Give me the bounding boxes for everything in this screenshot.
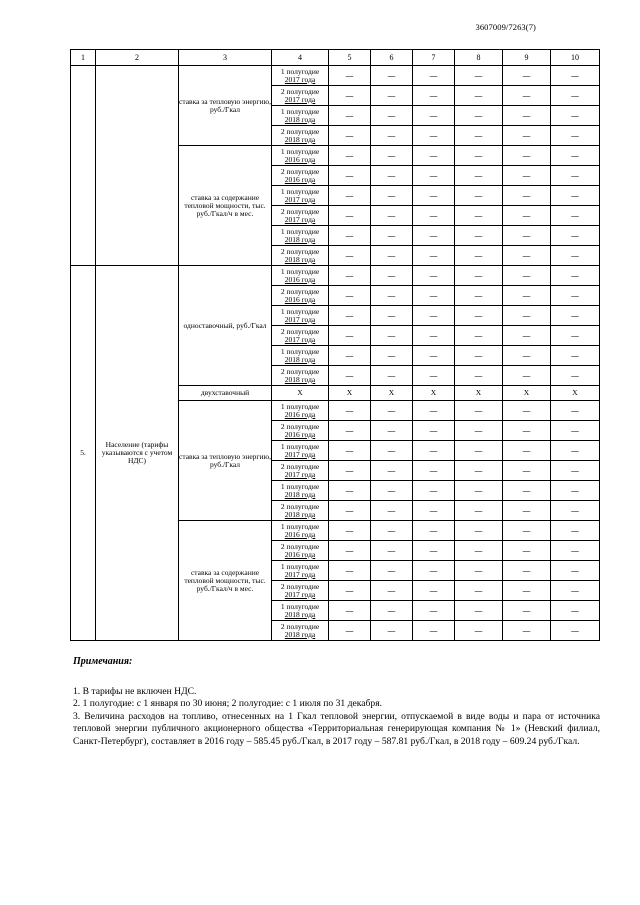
period-cell bbox=[272, 326, 329, 346]
value-cell: — bbox=[503, 126, 551, 146]
row-number-cell: 5. bbox=[71, 266, 96, 641]
value-cell: — bbox=[551, 166, 600, 186]
period-year: 2017 года bbox=[284, 94, 316, 104]
period-half: 1 полугодие bbox=[280, 481, 320, 491]
value-cell: — bbox=[371, 541, 413, 561]
document-id: 3607009/7263(7) bbox=[475, 22, 536, 32]
row-number-cell bbox=[71, 66, 96, 266]
value-cell: — bbox=[371, 481, 413, 501]
column-number: 3 bbox=[179, 50, 272, 66]
value-cell: — bbox=[455, 266, 503, 286]
value-cell: — bbox=[413, 421, 455, 441]
value-cell: — bbox=[503, 421, 551, 441]
value-cell: — bbox=[455, 541, 503, 561]
value-cell: — bbox=[551, 581, 600, 601]
value-cell: — bbox=[413, 461, 455, 481]
period-half: 1 полугодие bbox=[280, 66, 320, 76]
value-cell: — bbox=[455, 86, 503, 106]
value-cell: — bbox=[551, 226, 600, 246]
value-cell: — bbox=[455, 601, 503, 621]
value-cell: — bbox=[503, 481, 551, 501]
period-cell bbox=[272, 581, 329, 601]
value-cell: — bbox=[551, 306, 600, 326]
period-half: 2 полугодие bbox=[280, 541, 320, 551]
value-cell: — bbox=[413, 561, 455, 581]
column-number: 1 bbox=[71, 50, 96, 66]
period-year: 2017 года bbox=[284, 194, 316, 204]
value-cell: — bbox=[503, 146, 551, 166]
value-cell: — bbox=[551, 286, 600, 306]
value-cell: — bbox=[413, 106, 455, 126]
period-cell bbox=[272, 421, 329, 441]
category-cell: двухставочный bbox=[179, 386, 272, 401]
value-cell: — bbox=[371, 186, 413, 206]
value-cell: — bbox=[371, 126, 413, 146]
table-row bbox=[71, 266, 600, 286]
value-cell: — bbox=[371, 501, 413, 521]
value-cell: — bbox=[329, 481, 371, 501]
value-cell: — bbox=[503, 166, 551, 186]
period-half: 2 полугодие bbox=[280, 326, 320, 336]
value-cell: — bbox=[503, 441, 551, 461]
period-year: 2018 года bbox=[284, 489, 316, 499]
column-number: 5 bbox=[329, 50, 371, 66]
value-cell: — bbox=[503, 401, 551, 421]
value-cell: — bbox=[329, 501, 371, 521]
value-cell: — bbox=[413, 226, 455, 246]
value-cell: — bbox=[455, 481, 503, 501]
value-cell: — bbox=[503, 621, 551, 641]
value-cell: — bbox=[503, 306, 551, 326]
period-cell bbox=[272, 166, 329, 186]
period-half: 1 полугодие bbox=[280, 346, 320, 356]
value-cell: — bbox=[551, 461, 600, 481]
value-cell: — bbox=[371, 146, 413, 166]
value-cell: — bbox=[413, 306, 455, 326]
value-cell: — bbox=[371, 521, 413, 541]
period-half: 2 полугодие bbox=[280, 206, 320, 216]
value-cell: — bbox=[455, 621, 503, 641]
value-cell: — bbox=[551, 541, 600, 561]
period-half: 2 полугодие bbox=[280, 501, 320, 511]
value-cell: — bbox=[551, 601, 600, 621]
value-cell: — bbox=[551, 326, 600, 346]
value-cell: — bbox=[371, 226, 413, 246]
value-cell: — bbox=[329, 166, 371, 186]
value-cell: — bbox=[551, 401, 600, 421]
period-half: 2 полугодие bbox=[280, 166, 320, 176]
value-cell: — bbox=[455, 421, 503, 441]
value-cell: — bbox=[329, 421, 371, 441]
column-number: 10 bbox=[551, 50, 600, 66]
period-year: 2018 года bbox=[284, 114, 316, 124]
value-cell: — bbox=[329, 226, 371, 246]
period-half: 1 полугодие bbox=[280, 441, 320, 451]
value-cell: — bbox=[413, 206, 455, 226]
category-cell: одноставочный, руб./Гкал bbox=[179, 266, 272, 386]
column-number: 8 bbox=[455, 50, 503, 66]
value-cell: — bbox=[329, 621, 371, 641]
period-cell bbox=[272, 206, 329, 226]
category-cell: ставка за тепловую энергию, руб./Гкал bbox=[179, 66, 272, 146]
value-cell: — bbox=[413, 166, 455, 186]
period-half: 2 полугодие bbox=[280, 366, 320, 376]
period-cell bbox=[272, 106, 329, 126]
value-cell: — bbox=[551, 421, 600, 441]
period-year: 2018 года bbox=[284, 254, 316, 264]
value-cell: — bbox=[503, 326, 551, 346]
value-cell: — bbox=[371, 461, 413, 481]
period-year: 2017 года bbox=[284, 214, 316, 224]
period-year: 2017 года bbox=[284, 569, 316, 579]
period-half: 1 полугодие bbox=[280, 146, 320, 156]
period-half: 1 полугодие bbox=[280, 186, 320, 196]
value-cell: — bbox=[455, 461, 503, 481]
period-half: 1 полугодие bbox=[280, 106, 320, 116]
value-cell: — bbox=[503, 206, 551, 226]
value-cell: — bbox=[329, 206, 371, 226]
value-cell: — bbox=[503, 286, 551, 306]
period-cell bbox=[272, 601, 329, 621]
value-cell: — bbox=[455, 326, 503, 346]
period-year: 2018 года bbox=[284, 374, 316, 384]
value-cell: — bbox=[503, 561, 551, 581]
group-cell bbox=[96, 66, 179, 266]
period-year: 2017 года bbox=[284, 314, 316, 324]
value-cell: X bbox=[455, 386, 503, 401]
value-cell: — bbox=[371, 561, 413, 581]
value-cell: — bbox=[413, 521, 455, 541]
value-cell: — bbox=[413, 86, 455, 106]
period-cell bbox=[272, 441, 329, 461]
value-cell: — bbox=[455, 206, 503, 226]
period-half: 2 полугодие bbox=[280, 86, 320, 96]
value-cell: — bbox=[455, 501, 503, 521]
value-cell: X bbox=[551, 386, 600, 401]
period-half: 2 полугодие bbox=[280, 286, 320, 296]
period-cell bbox=[272, 481, 329, 501]
period-year: 2016 года bbox=[284, 549, 316, 559]
value-cell: — bbox=[503, 501, 551, 521]
period-half: 1 полугодие bbox=[280, 226, 320, 236]
value-cell: — bbox=[455, 166, 503, 186]
value-cell: — bbox=[371, 206, 413, 226]
value-cell: — bbox=[455, 306, 503, 326]
period-cell bbox=[272, 186, 329, 206]
value-cell: — bbox=[455, 126, 503, 146]
value-cell: — bbox=[551, 521, 600, 541]
value-cell: — bbox=[455, 521, 503, 541]
period-cell bbox=[272, 126, 329, 146]
value-cell: — bbox=[329, 366, 371, 386]
value-cell: — bbox=[455, 286, 503, 306]
value-cell: — bbox=[371, 441, 413, 461]
value-cell: — bbox=[455, 66, 503, 86]
value-cell: — bbox=[413, 441, 455, 461]
value-cell: — bbox=[503, 601, 551, 621]
period-half: 2 полугодие bbox=[280, 461, 320, 471]
value-cell: — bbox=[455, 561, 503, 581]
period-year: 2016 года bbox=[284, 529, 316, 539]
value-cell: — bbox=[551, 106, 600, 126]
value-cell: — bbox=[371, 601, 413, 621]
value-cell: — bbox=[503, 66, 551, 86]
value-cell: — bbox=[551, 146, 600, 166]
value-cell: — bbox=[551, 621, 600, 641]
value-cell: — bbox=[551, 206, 600, 226]
notes-title: Примечания: bbox=[73, 656, 133, 667]
value-cell: — bbox=[371, 346, 413, 366]
period-cell bbox=[272, 621, 329, 641]
value-cell: X bbox=[503, 386, 551, 401]
period-year: 2018 года bbox=[284, 134, 316, 144]
column-number: 2 bbox=[96, 50, 179, 66]
period-year: 2016 года bbox=[284, 174, 316, 184]
value-cell: — bbox=[371, 306, 413, 326]
period-cell bbox=[272, 541, 329, 561]
period-half: 2 полугодие bbox=[280, 126, 320, 136]
category-cell: ставка за тепловую энергию, руб./Гкал bbox=[179, 401, 272, 521]
period-cell bbox=[272, 226, 329, 246]
value-cell: — bbox=[551, 481, 600, 501]
value-cell: — bbox=[503, 541, 551, 561]
value-cell: — bbox=[413, 146, 455, 166]
period-year: 2018 года bbox=[284, 629, 316, 639]
value-cell: — bbox=[329, 86, 371, 106]
table-row bbox=[71, 66, 600, 86]
value-cell: — bbox=[551, 501, 600, 521]
period-year: 2018 года bbox=[284, 609, 316, 619]
value-cell: — bbox=[413, 126, 455, 146]
value-cell: — bbox=[329, 401, 371, 421]
value-cell: — bbox=[329, 306, 371, 326]
period-year: 2017 года bbox=[284, 74, 316, 84]
value-cell: — bbox=[329, 246, 371, 266]
value-cell: — bbox=[551, 246, 600, 266]
value-cell: — bbox=[551, 266, 600, 286]
notes-section bbox=[73, 656, 600, 748]
column-number: 4 bbox=[272, 50, 329, 66]
value-cell: — bbox=[329, 561, 371, 581]
period-year: 2016 года bbox=[284, 154, 316, 164]
value-cell: — bbox=[503, 521, 551, 541]
value-cell: — bbox=[329, 441, 371, 461]
value-cell: — bbox=[413, 541, 455, 561]
value-cell: — bbox=[371, 326, 413, 346]
period-year: 2016 года bbox=[284, 274, 316, 284]
period-half: 1 полугодие bbox=[280, 266, 320, 276]
value-cell: — bbox=[455, 401, 503, 421]
value-cell: — bbox=[503, 246, 551, 266]
value-cell: — bbox=[329, 581, 371, 601]
note-item-1: 1. В тарифы не включен НДС. bbox=[73, 685, 197, 697]
header-row bbox=[71, 50, 600, 66]
period-half: 1 полугодие bbox=[280, 401, 320, 411]
value-cell: — bbox=[503, 581, 551, 601]
period-cell bbox=[272, 246, 329, 266]
value-cell: — bbox=[503, 186, 551, 206]
value-cell: — bbox=[371, 401, 413, 421]
period-year: 2016 года bbox=[284, 429, 316, 439]
value-cell: — bbox=[371, 581, 413, 601]
tariff-table bbox=[70, 49, 600, 641]
period-year: 2017 года bbox=[284, 334, 316, 344]
note-item-3: 3. Величина расходов на топливо, отнесенных на 1 Гкал тепловой энергии, отпускаемой в виде воды и пара от источника тепловой энергии публичного акционерного общества «Территориальная генерирующая компания № 1» (Невский филиал, Санкт-Петербург), составляет в 2016 году – 585.45 руб./Гкал, в 2017 году – 587.81 руб./Гкал, в 2018 году – 609.24 руб./Гкал. bbox=[73, 710, 600, 747]
value-cell: — bbox=[503, 86, 551, 106]
value-cell: — bbox=[413, 401, 455, 421]
value-cell: — bbox=[503, 366, 551, 386]
value-cell: — bbox=[551, 186, 600, 206]
period-half: 2 полугодие bbox=[280, 621, 320, 631]
period-cell bbox=[272, 306, 329, 326]
value-cell: — bbox=[503, 346, 551, 366]
value-cell: — bbox=[413, 621, 455, 641]
value-cell: — bbox=[329, 66, 371, 86]
period-cell bbox=[272, 501, 329, 521]
value-cell: — bbox=[371, 106, 413, 126]
period-half: 1 полугодие bbox=[280, 561, 320, 571]
period-half: 2 полугодие bbox=[280, 581, 320, 591]
period-cell bbox=[272, 86, 329, 106]
value-cell: — bbox=[329, 286, 371, 306]
value-cell: — bbox=[329, 521, 371, 541]
period-year: 2018 года bbox=[284, 234, 316, 244]
period-cell bbox=[272, 346, 329, 366]
column-number: 9 bbox=[503, 50, 551, 66]
value-cell: X bbox=[329, 386, 371, 401]
value-cell: — bbox=[371, 266, 413, 286]
column-number: 6 bbox=[371, 50, 413, 66]
value-cell: — bbox=[371, 166, 413, 186]
tariff-table-body bbox=[71, 50, 600, 641]
value-cell: — bbox=[329, 346, 371, 366]
period-cell bbox=[272, 561, 329, 581]
value-cell: — bbox=[455, 366, 503, 386]
period-year: 2017 года bbox=[284, 589, 316, 599]
period-cell bbox=[272, 461, 329, 481]
group-name-cell: Население (тарифы указываются с учетом НДС) bbox=[96, 266, 179, 641]
value-cell: — bbox=[503, 266, 551, 286]
value-cell: — bbox=[329, 326, 371, 346]
category-cell: ставка за содержание тепловой мощности, тыс. руб./Гкал/ч в мес. bbox=[179, 521, 272, 641]
period-cell bbox=[272, 401, 329, 421]
value-cell: X bbox=[413, 386, 455, 401]
period-cell bbox=[272, 366, 329, 386]
period-cell bbox=[272, 286, 329, 306]
period-year: 2018 года bbox=[284, 354, 316, 364]
value-cell: — bbox=[413, 66, 455, 86]
value-cell: — bbox=[371, 86, 413, 106]
value-cell: — bbox=[371, 286, 413, 306]
value-cell: — bbox=[413, 246, 455, 266]
value-cell: — bbox=[371, 421, 413, 441]
value-cell: — bbox=[371, 366, 413, 386]
column-number: 7 bbox=[413, 50, 455, 66]
value-cell: — bbox=[455, 226, 503, 246]
value-cell: — bbox=[329, 186, 371, 206]
value-cell: — bbox=[413, 581, 455, 601]
period-cell bbox=[272, 521, 329, 541]
value-cell: X bbox=[371, 386, 413, 401]
note-item-2: 2. 1 полугодие: с 1 января по 30 июня; 2 полугодие: с 1 июля по 31 декабря. bbox=[73, 698, 383, 709]
value-cell: — bbox=[455, 246, 503, 266]
value-cell: — bbox=[413, 186, 455, 206]
value-cell: — bbox=[551, 126, 600, 146]
value-cell: — bbox=[413, 366, 455, 386]
value-cell: — bbox=[551, 86, 600, 106]
period-cell bbox=[272, 66, 329, 86]
value-cell: — bbox=[329, 541, 371, 561]
period-cell bbox=[272, 146, 329, 166]
value-cell: — bbox=[413, 286, 455, 306]
period-year: 2018 года bbox=[284, 509, 316, 519]
value-cell: — bbox=[455, 186, 503, 206]
value-cell: — bbox=[371, 246, 413, 266]
value-cell: — bbox=[371, 621, 413, 641]
period-cell bbox=[272, 266, 329, 286]
x-cell: X bbox=[272, 386, 329, 401]
period-year: 2017 года bbox=[284, 469, 316, 479]
period-half: 2 полугодие bbox=[280, 421, 320, 431]
value-cell: — bbox=[455, 146, 503, 166]
value-cell: — bbox=[413, 481, 455, 501]
value-cell: — bbox=[551, 366, 600, 386]
value-cell: — bbox=[413, 501, 455, 521]
value-cell: — bbox=[329, 601, 371, 621]
period-year: 2017 года bbox=[284, 449, 316, 459]
value-cell: — bbox=[413, 346, 455, 366]
value-cell: — bbox=[455, 581, 503, 601]
period-half: 1 полугодие bbox=[280, 521, 320, 531]
value-cell: — bbox=[329, 126, 371, 146]
category-cell: ставка за содержание тепловой мощности, тыс. руб./Гкал/ч в мес. bbox=[179, 146, 272, 266]
value-cell: — bbox=[413, 601, 455, 621]
period-year: 2016 года bbox=[284, 409, 316, 419]
value-cell: — bbox=[503, 106, 551, 126]
value-cell: — bbox=[503, 226, 551, 246]
value-cell: — bbox=[503, 461, 551, 481]
value-cell: — bbox=[455, 441, 503, 461]
value-cell: — bbox=[371, 66, 413, 86]
value-cell: — bbox=[329, 106, 371, 126]
value-cell: — bbox=[551, 561, 600, 581]
value-cell: — bbox=[455, 106, 503, 126]
period-half: 1 полугодие bbox=[280, 306, 320, 316]
value-cell: — bbox=[329, 146, 371, 166]
value-cell: — bbox=[551, 346, 600, 366]
value-cell: — bbox=[329, 266, 371, 286]
period-year: 2016 года bbox=[284, 294, 316, 304]
value-cell: — bbox=[413, 326, 455, 346]
value-cell: — bbox=[329, 461, 371, 481]
period-half: 1 полугодие bbox=[280, 601, 320, 611]
period-half: 2 полугодие bbox=[280, 246, 320, 256]
value-cell: — bbox=[413, 266, 455, 286]
value-cell: — bbox=[551, 441, 600, 461]
value-cell: — bbox=[455, 346, 503, 366]
value-cell: — bbox=[551, 66, 600, 86]
